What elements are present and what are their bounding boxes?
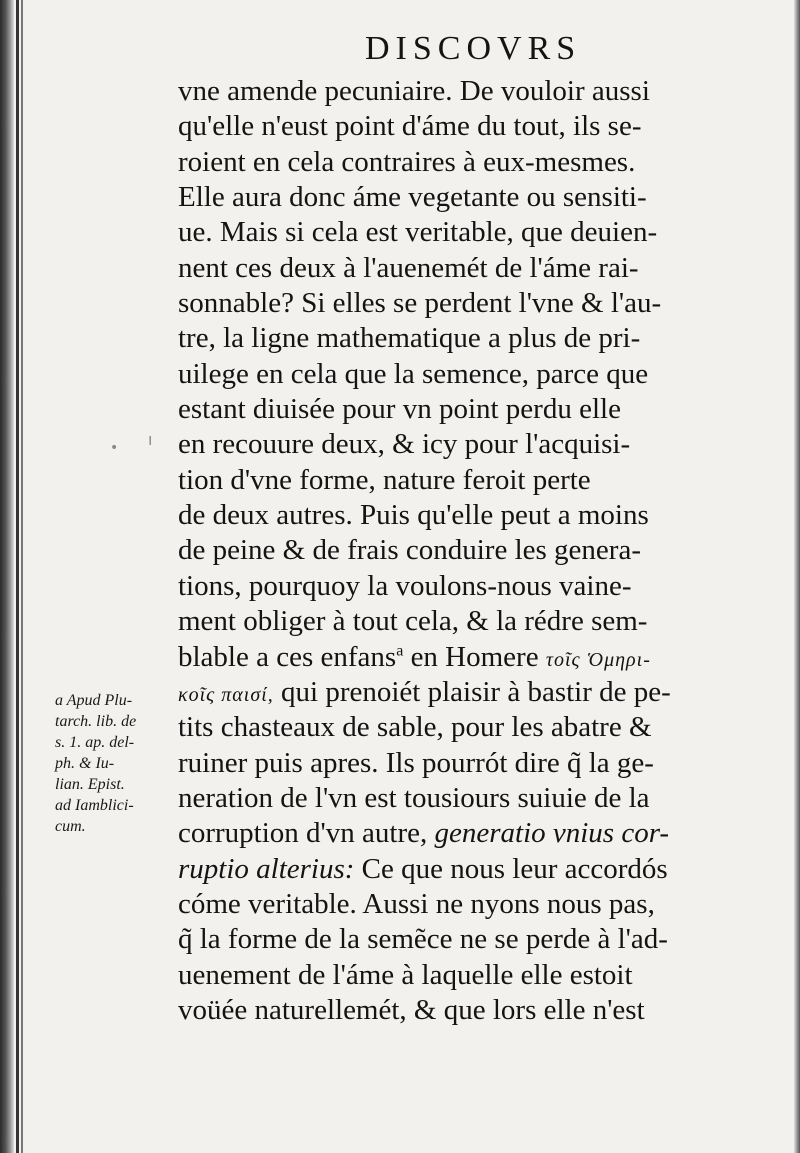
text-line: ruiner puis apres. Ils pourrót dire q̃ la ge- [178, 746, 654, 779]
text-segment: en Homere [403, 640, 546, 673]
text-line: estant diuisée pour vn point perdu elle [178, 393, 621, 426]
text-line: tion d'vne forme, nature feroit perte [178, 463, 591, 496]
margin-note-line: tarch. lib. de [55, 713, 137, 730]
ink-speck: ı [148, 430, 153, 449]
text-line: tits chasteaux de sable, pour les abatre & [178, 711, 652, 744]
text-line: vne amende pecuniaire. De vouloir aussi [178, 75, 650, 107]
text-line: tions, pourquoy la voulons-nous vaine- [178, 569, 632, 602]
book-gutter [0, 0, 14, 1153]
text-line: voüée naturellemét, & que lors elle n'est [178, 993, 645, 1026]
italic-latin: generatio vnius cor- [427, 817, 670, 850]
page-right-edge [794, 0, 800, 1153]
text-line: q̃ la forme de la semẽce ne se perde à l'ad- [178, 923, 668, 956]
gutter-edge-line [16, 0, 19, 1153]
text-segment: corruption d'vn autre, [178, 817, 428, 850]
text-line: nent ces deux à l'auenemét de l'áme rai- [178, 251, 639, 284]
text-line: ue. Mais si cela est veritable, que deuien- [178, 216, 658, 249]
italic-latin: ruptio alterius: [178, 852, 355, 885]
text-line: qu'elle n'eust point d'áme du tout, ils se- [178, 110, 642, 143]
gutter-edge-line-inner [21, 0, 23, 1153]
text-line: en recouure deux, & icy pour l'acquisi- [178, 428, 631, 461]
text-line: de peine & de frais conduire les genera- [178, 534, 641, 567]
greek-phrase: τοῖς Ὁμηρι- [545, 648, 651, 671]
text-line: sonnable? Si elles se perdent l'vne & l'au- [178, 287, 662, 320]
text-line: roient en cela contraires à eux-mesmes. [178, 145, 636, 178]
ink-speck: • [110, 440, 119, 456]
text-line [178, 852, 744, 887]
greek-phrase: κοῖς παισί, [178, 683, 274, 706]
text-line: de deux autres. Puis qu'elle peut a moins [178, 499, 649, 532]
text-line: tre, la ligne mathematique a plus de pri- [178, 322, 641, 355]
text-segment: Ce que nous leur accordós [354, 852, 668, 885]
text-segment: blable a ces enfans [178, 640, 397, 673]
text-line: uenement de l'áme à laquelle elle estoit [178, 958, 633, 991]
text-line: cóme veritable. Aussi ne nyons nous pas, [178, 887, 655, 920]
text-line: Elle aura donc áme vegetante ou sensiti- [178, 181, 647, 214]
margin-note-line: ph. & Iu- [55, 755, 115, 772]
text-line: neration de l'vn est tousiours suiuie de la [178, 781, 650, 814]
margin-note-line: cum. [55, 818, 86, 835]
text-line: uilege en cela que la semence, parce que [178, 357, 649, 390]
running-head: DISCOVRS [365, 30, 582, 67]
text-line: ment obliger à tout cela, & la rédre sem- [178, 605, 648, 638]
margin-note-line: s. 1. ap. del- [55, 734, 135, 751]
text-line [178, 816, 744, 851]
body-text [178, 74, 744, 1114]
margin-note [55, 690, 177, 890]
note-marker: a [396, 641, 404, 659]
margin-note-line: ad Iamblici- [55, 797, 134, 814]
text-line [178, 640, 744, 675]
margin-note-line: a Apud Plu- [55, 692, 133, 709]
text-line [178, 675, 744, 710]
margin-note-line: lian. Epist. [55, 776, 125, 793]
text-segment: qui prenoiét plaisir à bastir de pe- [273, 675, 671, 708]
